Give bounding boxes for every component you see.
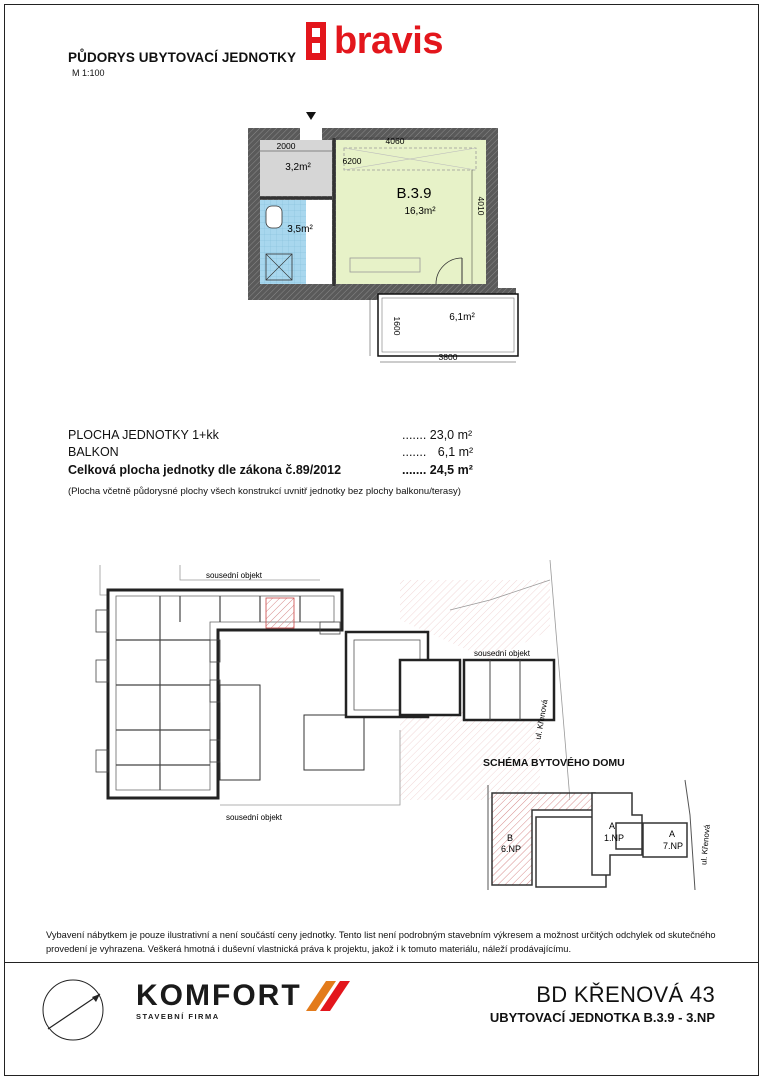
schema-block-a2: A [668,829,676,839]
komfort-stripes-icon [304,981,354,1011]
building-schema [480,775,720,900]
area-row-value: 23,0 m² [429,428,473,442]
area-row-label: PLOCHA JEDNOTKY 1+kk [68,428,219,442]
schema-block-b-floors: 6.NP [500,844,522,854]
street-label: ul. Křenová [533,698,550,741]
unit-line: UBYTOVACÍ JEDNOTKA B.3.9 - 3.NP [489,1010,715,1025]
unit-area-label: 16,3m² [404,206,436,217]
entry-area-label: 3,2m² [285,162,311,173]
schema-block-a2-floors: 7.NP [662,841,684,851]
footer-divider [4,962,759,963]
neighbor-right-label: sousední objekt [473,649,531,658]
area-row-dots: ....... [402,428,427,442]
area-row-value: 6,1 m² [437,445,474,459]
dim-top: 4060 [385,136,405,146]
balcony-area-label: 6,1m² [449,312,475,323]
unit-floorplan [240,108,530,373]
schema-street-label: ul. Křenová [699,824,712,866]
area-row-value-wrap [402,463,473,477]
company-subtitle: STAVEBNÍ FIRMA [136,1012,220,1021]
entrance-arrow-icon [306,112,316,120]
north-arrow-icon [38,974,108,1046]
scale-label: M 1:100 [72,68,105,78]
schema-block-a1-floors: 1.NP [603,833,625,843]
bravis-logo-mark [306,22,326,60]
dim-balcony-width: 3800 [438,352,458,362]
dim-right: 4010 [476,196,486,216]
area-row-value: 24,5 m² [429,463,473,477]
schema-block-a1: A [608,821,616,831]
area-row [68,445,119,459]
schema-block-b: B [506,833,514,843]
neighbor-bottom-label: sousední objekt [225,813,283,822]
area-row-label: Celková plocha jednotky dle zákona č.89/2012 [68,463,342,477]
dim-balcony-depth: 1600 [392,316,402,336]
dim-entry-width: 2000 [276,141,296,151]
dim-6200: 6200 [342,156,362,166]
project-name: BD KŘENOVÁ 43 [536,982,715,1007]
page-title: PŮDORYS UBYTOVACÍ JEDNOTKY [68,50,297,65]
area-row-value-wrap [402,445,473,459]
area-row-value-wrap [402,428,472,442]
bath-corridor [306,200,332,284]
komfort-logo [136,981,354,1021]
area-note: (Plocha včetně půdorysné plochy všech konstrukcí uvnitř jednotky bez plochy balkonu/terasy) [68,486,461,497]
brand-name: bravis [334,20,443,62]
area-row-dots: ....... [402,463,427,477]
area-row [68,463,341,477]
area-row-label: BALKON [68,445,119,459]
neighbor-top-label: sousední objekt [205,571,263,580]
area-row [68,428,219,442]
bravis-logo [306,22,443,60]
company-name: KOMFORT [136,979,302,1012]
unit-label: B.3.9 [396,185,432,202]
disclaimer: Vybavení nábytkem je pouze ilustrativní a není součástí ceny jednotky. Tento list není podrobným stavebním výkresem a možnost určitých odchylek od skutečného provedení je vyhrazena. Veškerá hmotná i duševní vlastnická práva k projektu, jakož i k tomuto materiálu, náleží prodávajícímu. [46,930,716,954]
area-row-dots: ....... [402,445,427,459]
bath-area-label: 3,5m² [287,224,313,235]
schema-title: SCHÉMA BYTOVÉHO DOMU [483,757,625,769]
